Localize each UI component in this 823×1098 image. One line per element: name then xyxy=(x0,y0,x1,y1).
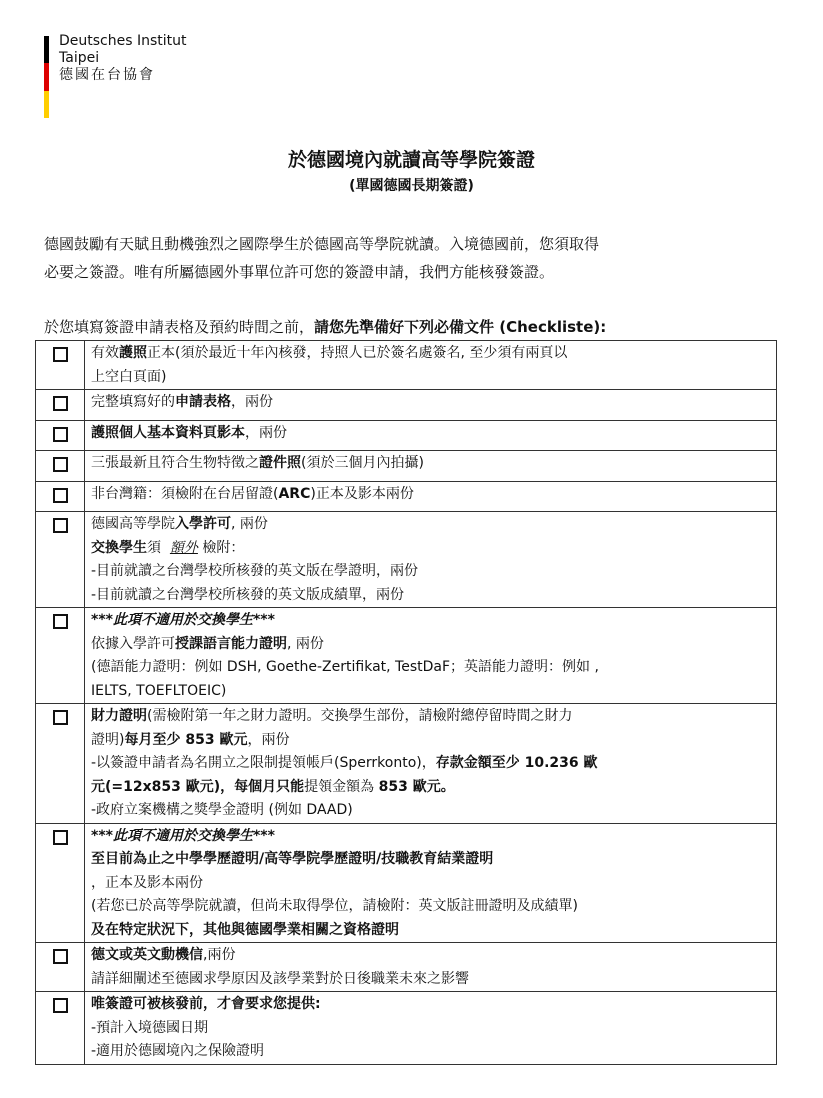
checkbox-icon[interactable] xyxy=(53,488,68,503)
checklist-row-application-form xyxy=(36,390,777,421)
checkbox-icon[interactable] xyxy=(53,518,68,533)
lead-normal: 於您填寫簽證申請表格及預約時間之前， xyxy=(44,318,315,336)
checklist-row-financial xyxy=(36,704,777,824)
checkbox-icon[interactable] xyxy=(53,710,68,725)
checkbox-icon[interactable] xyxy=(53,830,68,845)
item-text: 德國高等學院入學許可, 兩份 交換學生須 額外 檢附： -目前就讀之台灣學校所核發的英文版在學證明，兩份 -目前就讀之台灣學校所核發的英文版成績單，兩份 xyxy=(85,512,777,608)
item-text: ***此項不適用於交換學生*** 依據入學許可授課語言能力證明, 兩份 (德語能力證明：例如 DSH, Goethe-Zertifikat, TestDaF；英語能力證明：例如 , IELTS, TOEFLTOEIC) xyxy=(85,608,777,704)
org-name-line2: Taipei xyxy=(59,50,100,66)
checkbox-icon[interactable] xyxy=(53,949,68,964)
intro-line-2: 必要之簽證。唯有所屬德國外事單位許可您的簽證申請，我們方能核發簽證。 xyxy=(44,263,555,281)
lead-bold: 請您先準備好下列必備文件 (Checkliste): xyxy=(314,318,607,336)
item-text: 財力證明(需檢附第一年之財力證明。交換學生部份，請檢附總停留時間之財力 證明)每月至少 853 歐元，兩份 -以簽證申請者為名開立之限制提領帳戶(Sperrkonto)，存款金額至少 10.236 歐 元(=12x853 歐元)，每個月只能提領金額為 853 歐元。 -政府立案機構之獎學金證明 (例如 DAAD) xyxy=(85,704,777,824)
checkbox-icon[interactable] xyxy=(53,614,68,629)
flag-gold-stripe xyxy=(44,91,49,118)
checkbox-icon[interactable] xyxy=(53,396,68,411)
org-name-chinese: 德國在台協會 xyxy=(59,67,155,83)
checkbox-icon[interactable] xyxy=(53,427,68,442)
checklist-row-education-certificates xyxy=(36,823,777,943)
checklist-row-passport xyxy=(36,341,777,390)
checklist-lead xyxy=(44,317,784,337)
item-text: 護照個人基本資料頁影本，兩份 xyxy=(85,420,777,451)
checklist-row-arc xyxy=(36,481,777,512)
checklist-table xyxy=(35,340,777,1065)
checklist-row-before-issuance xyxy=(36,992,777,1065)
checklist-row-passport-copy xyxy=(36,420,777,451)
org-name-line1: Deutsches Institut xyxy=(59,33,187,49)
german-flag-bar xyxy=(44,36,49,118)
checkbox-icon[interactable] xyxy=(53,347,68,362)
page-title: 於德國境內就讀高等學院簽證 xyxy=(287,149,535,171)
item-text: ***此項不適用於交換學生*** 至目前為止之中學學歷證明/高等學院學歷證明/技職教育結業證明 ，正本及影本兩份 (若您已於高等學院就讀，但尚未取得學位，請檢附：英文版註冊證明及成績單) 及在特定狀況下，其他與德國學業相關之資格證明 xyxy=(85,823,777,943)
flag-red-stripe xyxy=(44,63,49,90)
item-text: 唯簽證可被核發前，才會要求您提供: -預計入境德國日期 -適用於德國境內之保險證明 xyxy=(85,992,777,1065)
intro-line-1: 德國鼓勵有天賦且動機強烈之國際學生於德國高等學院就讀。入境德國前，您須取得 xyxy=(44,235,600,253)
checklist-row-admission xyxy=(36,512,777,608)
checklist-row-motivation-letter xyxy=(36,943,777,992)
item-text: 完整填寫好的申請表格，兩份 xyxy=(85,390,777,421)
checklist-row-photos xyxy=(36,451,777,482)
flag-black-stripe xyxy=(44,36,49,63)
checklist-row-language xyxy=(36,608,777,704)
item-text: 非台灣籍：須檢附在台居留證(ARC)正本及影本兩份 xyxy=(85,481,777,512)
intro-paragraph xyxy=(44,230,784,286)
organization-logo-text xyxy=(59,33,187,84)
page-subtitle: (單國德國長期簽證) xyxy=(349,178,474,194)
item-text: 德文或英文動機信,兩份 請詳細闡述至德國求學原因及該學業對於日後職業未來之影響 xyxy=(85,943,777,992)
item-text: 有效護照正本(須於最近十年內核發，持照人已於簽名處簽名, 至少須有兩頁以 上空白頁面) xyxy=(85,341,777,390)
item-text: 三張最新且符合生物特徵之證件照(須於三個月內拍攝) xyxy=(85,451,777,482)
checkbox-icon[interactable] xyxy=(53,998,68,1013)
checkbox-icon[interactable] xyxy=(53,457,68,472)
